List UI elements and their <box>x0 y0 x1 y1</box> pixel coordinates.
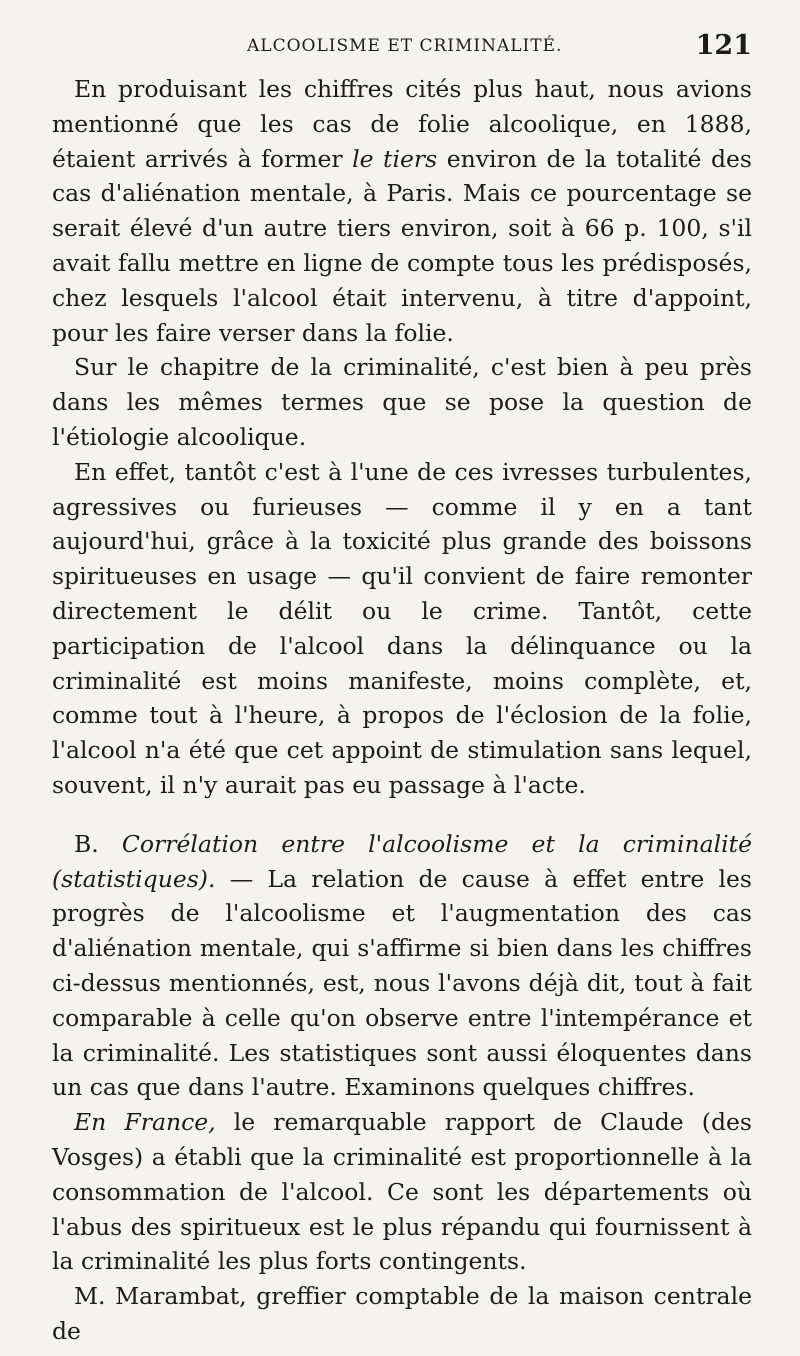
p1-text: En produisant les chiffres cités plus haut, nous avions mentionné que les cas de folie alcoolique, en 1888, étaient arrivés à former <box>52 75 752 173</box>
p1-emphasis: le tiers <box>352 144 438 173</box>
section-heading: Corrélation entre l'alcoolisme et la criminalité (statistiques). <box>52 829 752 893</box>
paragraph-1 <box>52 72 752 350</box>
paragraph-6: M. Marambat, greffier comptable de la maison centrale de <box>52 1282 752 1345</box>
paragraph-2: Sur le chapitre de la criminalité, c'est bien à peu près dans les mêmes termes que se pose la question de l'étiologie alcoolique. <box>52 353 752 451</box>
p4-text: — La relation de cause à effet entre les progrès de l'alcoolisme et l'augmentation des cas d'aliénation mentale, qui s'affirme si bien dans les chiffres ci-dessus mentionnés, est, nous l'avons déjà dit, tout à fait comparable à celle qu'on observe entre l'intempérance et la criminalité. Les statistiques sont aussi éloquentes dans un cas que dans l'autre. Examinons quelques chiffres. <box>52 864 752 1102</box>
section-label: B. <box>74 829 99 858</box>
page-number: 121 <box>695 30 752 61</box>
running-head <box>52 28 752 72</box>
body-text <box>52 72 752 1349</box>
running-title: ALCOOLISME ET CRIMINALITÉ. <box>247 36 563 56</box>
section-gap <box>52 803 752 827</box>
paragraph-3: En effet, tantôt c'est à l'une de ces ivresses turbulentes, agressives ou furieuses — comme il y en a tant aujourd'hui, grâce à la toxicité plus grande des boissons spiritueuses en usage — qu'il convient de faire remonter directement le délit ou le crime. Tantôt, cette participation de l'alcool dans la délinquance ou la criminalité est moins manifeste, moins complète, et, comme tout à l'heure, à propos de l'éclosion de la folie, l'alcool n'a été que cet appoint de stimulation sans lequel, souvent, il n'y aurait pas eu passage à l'acte. <box>52 457 752 799</box>
paragraph-4 <box>52 827 752 1105</box>
paragraph-5 <box>52 1105 752 1279</box>
p1-text-rest: environ de la totalité des cas d'aliénation mentale, à Paris. Mais ce pourcentage se serait élevé d'un autre tiers environ, soit à 66 p. 100, s'il avait fallu mettre en ligne de compte tous les prédisposés, chez lesquels l'alcool était intervenu, à titre d'appoint, pour les faire verser dans la folie. <box>52 144 752 347</box>
p5-text: le remarquable rapport de Claude (des Vosges) a établi que la criminalité est proportionnelle à la consommation de l'alcool. Ce sont les départements où l'abus des spiritueux est le plus répandu qui fournissent à la criminalité les plus forts contingents. <box>52 1108 752 1276</box>
p5-emphasis: En France, <box>74 1108 216 1137</box>
